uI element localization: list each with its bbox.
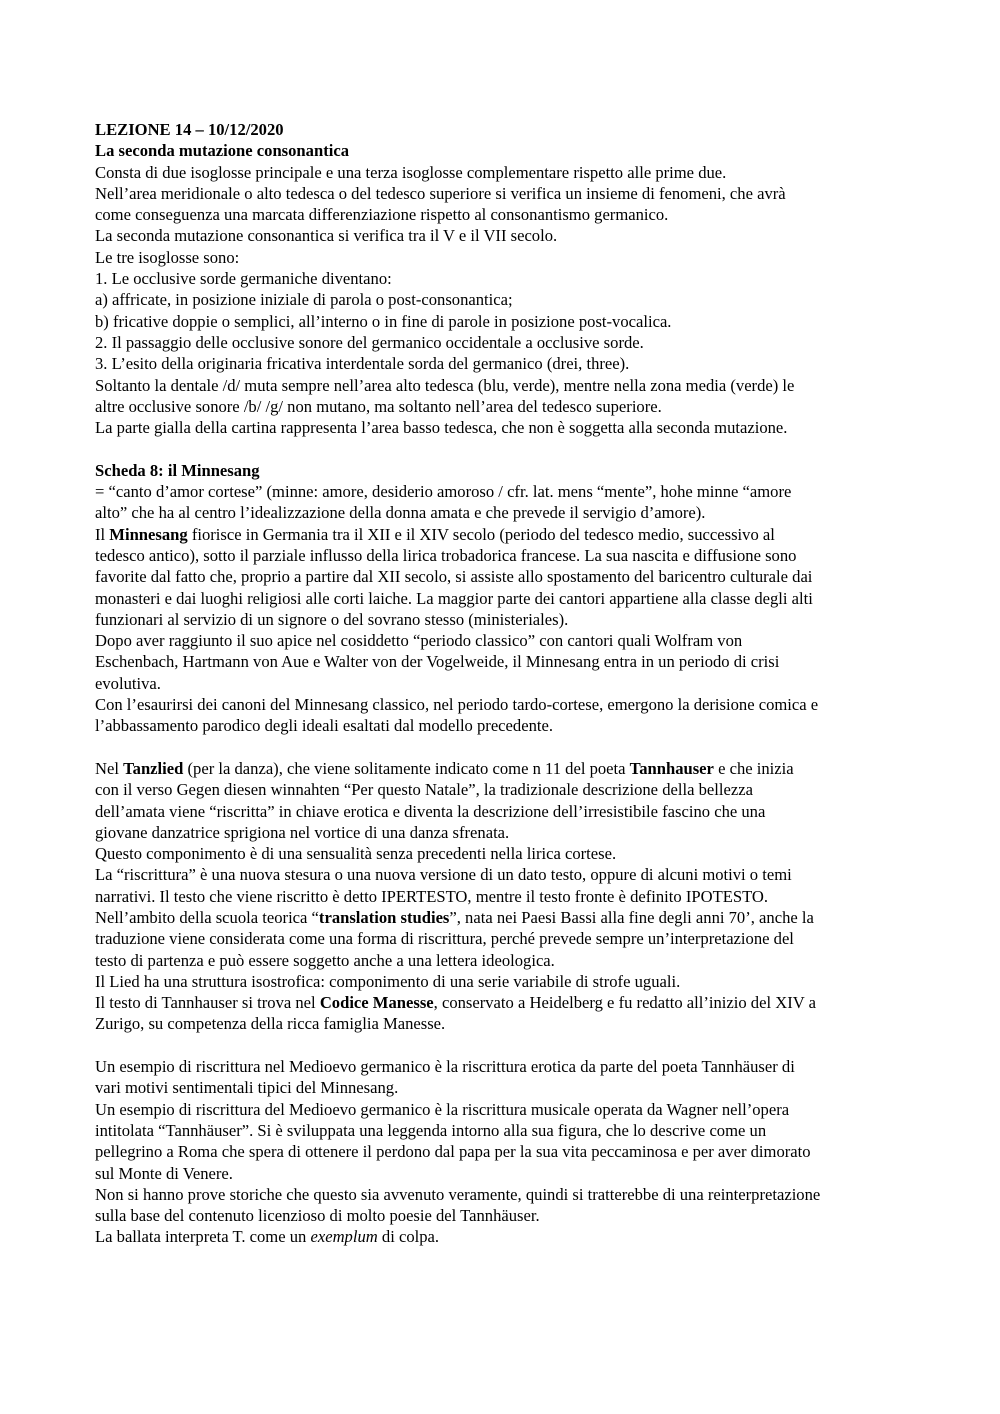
text-line: a) affricate, in posizione iniziale di parola o post-consonantica;	[95, 290, 513, 310]
text-line: = “canto d’amor cortese” (minne: amore, desiderio amoroso / cfr. lat. mens “mente”, hohe minne “amore	[95, 482, 792, 502]
text-line: l’abbassamento parodico degli ideali esaltati dal modello precedente.	[95, 716, 553, 736]
section-riscrittura-body	[95, 1056, 910, 1226]
text-line: Consta di due isoglosse principale e una terza isoglosse complementare rispetto alle prime due.	[95, 162, 727, 182]
term-exemplum: exemplum	[310, 1227, 378, 1247]
text-line: altre occlusive sonore /b/ /g/ non mutano, ma soltanto nell’area del tedesco superiore.	[95, 396, 662, 416]
section-tanzlied-body-b	[95, 928, 910, 992]
paragraph-line: Il testo di Tannhauser si trova nel Codice Manesse, conservato a Heidelberg e fu redatto all’inizio del XIV a	[95, 993, 816, 1013]
section-minnesang-body	[95, 545, 910, 737]
text-line: La parte gialla della cartina rappresenta l’area basso tedesca, che non è soggetta alla seconda mutazione.	[95, 418, 788, 438]
section-mutazione-body	[95, 162, 910, 439]
text-line: Nell’area meridionale o alto tedesca o del tedesco superiore si verifica un insieme di fenomeni, che avrà	[95, 183, 786, 203]
text-line: narrativi. Il testo che viene riscritto è detto IPERTESTO, mentre il testo fronte è definito IPOTESTO.	[95, 886, 769, 906]
text-line: come conseguenza una marcata differenziazione rispetto al consonantismo germanico.	[95, 205, 669, 225]
text-line: evolutiva.	[95, 673, 161, 693]
text-line: 1. Le occlusive sorde germaniche diventano:	[95, 269, 392, 289]
text-line: La seconda mutazione consonantica si verifica tra il V e il VII secolo.	[95, 226, 558, 246]
text-line: monasteri e dai luoghi religiosi alle corti laiche. La maggior parte dei cantori appartiene alla classe degli alti	[95, 588, 813, 608]
text-line: Zurigo, su competenza della ricca famiglia Manesse.	[95, 1014, 446, 1034]
text-line: Non si hanno prove storiche che questo sia avvenuto veramente, quindi si tratterebbe di una reinterpretazione	[95, 1184, 821, 1204]
text-line: pellegrino a Roma che spera di ottenere il perdono dal papa per la sua vita peccaminosa e per aver dimorato	[95, 1142, 811, 1162]
paragraph-line: Nel Tanzlied (per la danza), che viene solitamente indicato come n 11 del poeta Tannhauser e che inizia	[95, 758, 794, 778]
term-tannhauser: Tannhauser	[629, 758, 714, 778]
text-line: giovane danzatrice sprigiona nel vortice di una danza sfrenata.	[95, 822, 510, 842]
text-line: alto” che ha al centro l’idealizzazione della donna amata e che prevede il servigio d’amore).	[95, 503, 706, 523]
text-line: vari motivi sentimentali tipici del Minnesang.	[95, 1078, 399, 1098]
text-line: Un esempio di riscrittura nel Medioevo germanico è la riscrittura erotica da parte del poeta Tannhäuser di	[95, 1057, 795, 1077]
document-page	[95, 119, 910, 1248]
text-line: funzionari al servizio di un signore o del sovrano stesso (ministeriales).	[95, 609, 569, 629]
term-minnesang: Minnesang	[109, 524, 188, 544]
text-line: Con l’esaurirsi dei canoni del Minnesang classico, nel periodo tardo-cortese, emergono la derisione comica e	[95, 695, 819, 715]
text-line: con il verso Gegen diesen winnahten “Per questo Natale”, la tradizionale descrizione della bellezza	[95, 780, 753, 800]
text-line: Eschenbach, Hartmann von Aue e Walter von der Vogelweide, il Minnesang entra in un periodo di crisi	[95, 652, 780, 672]
section-tanzlied-body-c	[95, 1013, 910, 1034]
text-line: testo di partenza e può essere soggetto anche a una lettera ideologica.	[95, 950, 555, 970]
spacer	[95, 737, 910, 758]
text-line: 3. L’esito della originaria fricativa interdentale sorda del germanico (drei, three).	[95, 354, 630, 374]
text-line: 2. Il passaggio delle occlusive sonore del germanico occidentale a occlusive sorde.	[95, 332, 644, 352]
text-line: favorite dal fatto che, proprio a partire dal XII secolo, si assiste allo spostamento del baricentro culturale dai	[95, 567, 813, 587]
text-line: b) fricative doppie o semplici, all’interno o in fine di parole in posizione post-vocalica.	[95, 311, 672, 331]
spacer	[95, 438, 910, 459]
text-line: tedesco antico), sotto il parziale influsso della lirica trobadorica francese. La sua nascita e diffusione sono	[95, 545, 797, 565]
term-codice-manesse: Codice Manesse	[319, 993, 434, 1013]
text-line: traduzione viene considerata come una forma di riscrittura, perché prevede sempre un’interpretazione del	[95, 929, 794, 949]
term-translation-studies: translation studies	[318, 907, 450, 927]
text-line: intitolata “Tannhäuser”. Si è sviluppata una leggenda intorno alla sua figura, che lo descrive come un	[95, 1120, 767, 1140]
paragraph-line: La ballata interpreta T. come un exemplum di colpa.	[95, 1227, 440, 1247]
term-tanzlied: Tanzlied	[123, 758, 184, 778]
text-line: Il Lied ha una struttura isostrofica: componimento di una serie variabile di strofe uguali.	[95, 971, 681, 991]
text-line: Questo componimento è di una sensualità senza precedenti nella lirica cortese.	[95, 844, 617, 864]
text-line: Dopo aver raggiunto il suo apice nel cosiddetto “periodo classico” con cantori quali Wolfram von	[95, 631, 743, 651]
section-minnesang-intro	[95, 481, 910, 524]
text-line: Un esempio di riscrittura del Medioevo germanico è la riscrittura musicale operata da Wagner nell’opera	[95, 1099, 790, 1119]
section-title-mutazione: La seconda mutazione consonantica	[95, 141, 349, 161]
text-line: sulla base del contenuto licenzioso di molto poesie del Tannhäuser.	[95, 1206, 540, 1226]
text-line: sul Monte di Venere.	[95, 1163, 233, 1183]
section-title-minnesang: Scheda 8: il Minnesang	[95, 460, 260, 480]
lesson-title: LEZIONE 14 – 10/12/2020	[95, 120, 284, 139]
paragraph-line: Nell’ambito della scuola teorica “translation studies”, nata nei Paesi Bassi alla fine degli anni 70’, anche la	[95, 907, 814, 927]
section-tanzlied-body-a	[95, 779, 910, 907]
paragraph-line: Il Minnesang fiorisce in Germania tra il XII e il XIV secolo (periodo del tedesco medio, successivo al	[95, 524, 775, 544]
text-line: dell’amata viene “riscritta” in chiave erotica e diventa la descrizione dell’irresistibile fascino che una	[95, 801, 766, 821]
spacer	[95, 1035, 910, 1056]
text-line: La “riscrittura” è una nuova stesura o una nuova versione di un dato testo, oppure di alcuni motivi o temi	[95, 865, 792, 885]
text-line: Le tre isoglosse sono:	[95, 247, 240, 267]
text-line: Soltanto la dentale /d/ muta sempre nell’area alto tedesca (blu, verde), mentre nella zona media (verde) le	[95, 375, 795, 395]
